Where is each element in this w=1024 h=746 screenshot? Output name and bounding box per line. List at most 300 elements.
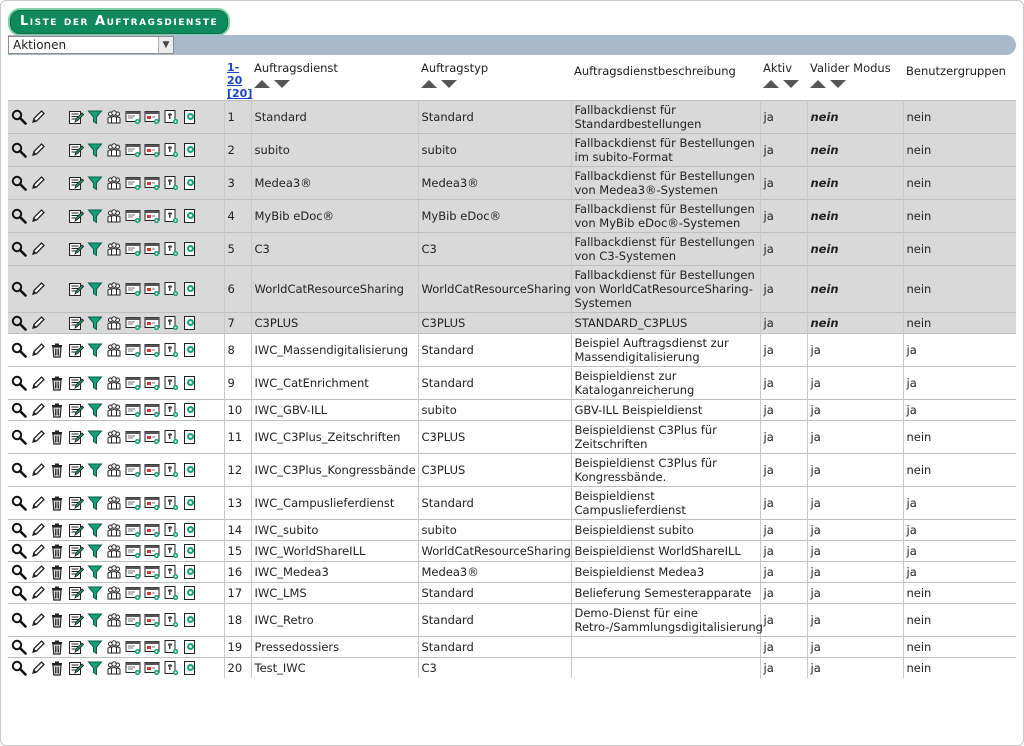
filter-icon[interactable]	[87, 564, 103, 580]
user-groups-value: nein	[903, 421, 1016, 454]
search-icon[interactable]	[11, 402, 27, 418]
edit-form-icon[interactable]	[68, 543, 84, 559]
user-groups-value: nein	[903, 583, 1016, 604]
service-description: Fallbackdienst für Bestellungen von C3-Systemen	[571, 233, 760, 266]
window-settings-icon[interactable]	[125, 402, 141, 418]
valid-mode-value: ja	[807, 520, 903, 541]
sort-desc-icon[interactable]	[274, 80, 290, 88]
row-actions	[8, 134, 224, 167]
search-icon[interactable]	[11, 612, 27, 628]
window-alert-icon[interactable]	[144, 342, 160, 358]
window-settings-icon[interactable]	[125, 375, 141, 391]
service-description: Beispiel Auftragsdienst zur Massendigitalisierung	[571, 334, 760, 367]
copy-settings-icon[interactable]	[163, 543, 179, 559]
user-groups-value: nein	[903, 167, 1016, 200]
window-settings-icon[interactable]	[125, 315, 141, 331]
window-alert-icon[interactable]	[144, 375, 160, 391]
service-type: Standard	[418, 367, 571, 400]
row-number: 13	[224, 487, 251, 520]
search-icon[interactable]	[11, 241, 27, 257]
window-alert-icon[interactable]	[144, 612, 160, 628]
valid-mode-value: ja	[807, 658, 903, 679]
users-icon[interactable]	[106, 543, 122, 559]
header-auftragsdienst-label: Auftragsdienst	[254, 61, 338, 75]
search-icon[interactable]	[11, 543, 27, 559]
copy-settings-icon[interactable]	[163, 175, 179, 191]
actions-select-value: Aktionen	[13, 38, 67, 52]
service-type: Medea3®	[418, 562, 571, 583]
users-icon[interactable]	[106, 612, 122, 628]
row-actions	[8, 583, 224, 604]
row-number: 12	[224, 454, 251, 487]
window-alert-icon[interactable]	[144, 208, 160, 224]
copy-settings-icon[interactable]	[163, 429, 179, 445]
row-actions	[8, 200, 224, 233]
copy-settings-icon[interactable]	[163, 281, 179, 297]
active-value: ja	[760, 637, 807, 658]
valid-mode-value: nein	[807, 167, 903, 200]
trash-icon[interactable]	[49, 495, 65, 511]
service-name: Medea3®	[251, 167, 418, 200]
header-valider-modus	[807, 58, 903, 101]
window-settings-icon[interactable]	[125, 522, 141, 538]
row-number: 20	[224, 658, 251, 679]
filter-icon[interactable]	[87, 375, 103, 391]
edit-form-icon[interactable]	[68, 315, 84, 331]
active-value: ja	[760, 167, 807, 200]
service-description: Beispieldienst C3Plus für Kongressbände.	[571, 454, 760, 487]
copy-settings-icon[interactable]	[163, 109, 179, 125]
actions-select[interactable]	[8, 36, 174, 54]
edit-form-icon[interactable]	[68, 109, 84, 125]
pencil-icon[interactable]	[30, 612, 46, 628]
trash-icon[interactable]	[49, 612, 65, 628]
window-settings-icon[interactable]	[125, 462, 141, 478]
pencil-icon[interactable]	[30, 208, 46, 224]
copy-settings-icon[interactable]	[163, 564, 179, 580]
row-actions	[8, 367, 224, 400]
window-alert-icon[interactable]	[144, 660, 160, 676]
row-actions	[8, 167, 224, 200]
search-icon[interactable]	[11, 208, 27, 224]
valid-mode-value: ja	[807, 487, 903, 520]
export-icon[interactable]	[182, 375, 198, 391]
user-groups-value: nein	[903, 658, 1016, 679]
export-icon[interactable]	[182, 564, 198, 580]
users-icon[interactable]	[106, 564, 122, 580]
window-alert-icon[interactable]	[144, 175, 160, 191]
pencil-icon[interactable]	[30, 462, 46, 478]
copy-settings-icon[interactable]	[163, 241, 179, 257]
user-groups-value: ja	[903, 541, 1016, 562]
edit-form-icon[interactable]	[68, 462, 84, 478]
row-number: 10	[224, 400, 251, 421]
copy-settings-icon[interactable]	[163, 495, 179, 511]
copy-settings-icon[interactable]	[163, 208, 179, 224]
export-icon[interactable]	[182, 142, 198, 158]
filter-icon[interactable]	[87, 315, 103, 331]
service-name: IWC_WorldShareILL	[251, 541, 418, 562]
service-type: MyBib eDoc®	[418, 200, 571, 233]
trash-icon[interactable]	[49, 564, 65, 580]
user-groups-value: nein	[903, 101, 1016, 134]
filter-icon[interactable]	[87, 585, 103, 601]
table-row	[8, 233, 1016, 266]
window-alert-icon[interactable]	[144, 522, 160, 538]
copy-settings-icon[interactable]	[163, 402, 179, 418]
pencil-icon[interactable]	[30, 543, 46, 559]
edit-form-icon[interactable]	[68, 142, 84, 158]
pencil-icon[interactable]	[30, 241, 46, 257]
copy-settings-icon[interactable]	[163, 342, 179, 358]
users-icon[interactable]	[106, 585, 122, 601]
export-icon[interactable]	[182, 402, 198, 418]
service-name: IWC_C3Plus_Kongressbände	[251, 454, 418, 487]
valid-mode-value: nein	[807, 200, 903, 233]
users-icon[interactable]	[106, 342, 122, 358]
filter-icon[interactable]	[87, 429, 103, 445]
active-value: ja	[760, 134, 807, 167]
pager-range-link[interactable]: 1-20	[227, 61, 243, 87]
service-type: C3PLUS	[418, 454, 571, 487]
pencil-icon[interactable]	[30, 522, 46, 538]
export-icon[interactable]	[182, 612, 198, 628]
window-alert-icon[interactable]	[144, 543, 160, 559]
sort-asc-icon[interactable]	[254, 80, 270, 88]
service-type: C3	[418, 658, 571, 679]
window-alert-icon[interactable]	[144, 315, 160, 331]
copy-settings-icon[interactable]	[163, 375, 179, 391]
pager	[224, 58, 251, 101]
filter-icon[interactable]	[87, 543, 103, 559]
row-number: 2	[224, 134, 251, 167]
table-row	[8, 658, 1016, 679]
active-value: ja	[760, 454, 807, 487]
page-title: Liste der Auftragsdienste	[8, 8, 230, 36]
window-settings-icon[interactable]	[125, 585, 141, 601]
table-row	[8, 541, 1016, 562]
services-table	[8, 58, 1016, 678]
users-icon[interactable]	[106, 175, 122, 191]
table-row	[8, 167, 1016, 200]
service-name: IWC_C3Plus_Zeitschriften	[251, 421, 418, 454]
copy-settings-icon[interactable]	[163, 522, 179, 538]
window-settings-icon[interactable]	[125, 109, 141, 125]
window-alert-icon[interactable]	[144, 429, 160, 445]
search-icon[interactable]	[11, 109, 27, 125]
sort-controls	[421, 77, 461, 91]
sort-desc-icon[interactable]	[783, 80, 799, 88]
edit-form-icon[interactable]	[68, 281, 84, 297]
search-icon[interactable]	[11, 495, 27, 511]
filter-icon[interactable]	[87, 660, 103, 676]
edit-form-icon[interactable]	[68, 429, 84, 445]
window-settings-icon[interactable]	[125, 342, 141, 358]
filter-icon[interactable]	[87, 462, 103, 478]
users-icon[interactable]	[106, 402, 122, 418]
export-icon[interactable]	[182, 315, 198, 331]
header-actions	[8, 58, 224, 101]
users-icon[interactable]	[106, 522, 122, 538]
service-description: STANDARD_C3PLUS	[571, 313, 760, 334]
row-actions	[8, 541, 224, 562]
users-icon[interactable]	[106, 208, 122, 224]
pencil-icon[interactable]	[30, 660, 46, 676]
active-value: ja	[760, 541, 807, 562]
filter-icon[interactable]	[87, 175, 103, 191]
row-actions	[8, 637, 224, 658]
pencil-icon[interactable]	[30, 281, 46, 297]
export-icon[interactable]	[182, 495, 198, 511]
edit-form-icon[interactable]	[68, 612, 84, 628]
window-settings-icon[interactable]	[125, 564, 141, 580]
valid-mode-value: ja	[807, 400, 903, 421]
window-alert-icon[interactable]	[144, 109, 160, 125]
row-actions	[8, 658, 224, 679]
user-groups-value: ja	[903, 520, 1016, 541]
pencil-icon[interactable]	[30, 564, 46, 580]
window-alert-icon[interactable]	[144, 462, 160, 478]
users-icon[interactable]	[106, 639, 122, 655]
row-actions	[8, 604, 224, 637]
pencil-icon[interactable]	[30, 142, 46, 158]
trash-icon[interactable]	[49, 429, 65, 445]
filter-icon[interactable]	[87, 109, 103, 125]
sort-desc-icon[interactable]	[830, 80, 846, 88]
filter-icon[interactable]	[87, 612, 103, 628]
window-settings-icon[interactable]	[125, 639, 141, 655]
row-number: 6	[224, 266, 251, 313]
window-alert-icon[interactable]	[144, 495, 160, 511]
export-icon[interactable]	[182, 462, 198, 478]
edit-form-icon[interactable]	[68, 522, 84, 538]
search-icon[interactable]	[11, 564, 27, 580]
search-icon[interactable]	[11, 142, 27, 158]
pencil-icon[interactable]	[30, 109, 46, 125]
search-icon[interactable]	[11, 585, 27, 601]
copy-settings-icon[interactable]	[163, 315, 179, 331]
service-type: subito	[418, 400, 571, 421]
edit-form-icon[interactable]	[68, 564, 84, 580]
search-icon[interactable]	[11, 175, 27, 191]
users-icon[interactable]	[106, 241, 122, 257]
users-icon[interactable]	[106, 142, 122, 158]
window-alert-icon[interactable]	[144, 402, 160, 418]
window-settings-icon[interactable]	[125, 208, 141, 224]
window-alert-icon[interactable]	[144, 241, 160, 257]
export-icon[interactable]	[182, 660, 198, 676]
copy-settings-icon[interactable]	[163, 639, 179, 655]
filter-icon[interactable]	[87, 208, 103, 224]
filter-icon[interactable]	[87, 495, 103, 511]
search-icon[interactable]	[11, 315, 27, 331]
copy-settings-icon[interactable]	[163, 660, 179, 676]
edit-form-icon[interactable]	[68, 208, 84, 224]
window-settings-icon[interactable]	[125, 142, 141, 158]
pencil-icon[interactable]	[30, 315, 46, 331]
header-aktiv	[760, 58, 807, 101]
sort-asc-icon[interactable]	[810, 80, 826, 88]
users-icon[interactable]	[106, 660, 122, 676]
pencil-icon[interactable]	[30, 639, 46, 655]
valid-mode-value: nein	[807, 233, 903, 266]
filter-icon[interactable]	[87, 142, 103, 158]
export-icon[interactable]	[182, 109, 198, 125]
trash-icon[interactable]	[49, 585, 65, 601]
search-icon[interactable]	[11, 429, 27, 445]
pager-size-link[interactable]: [20]	[227, 87, 253, 100]
edit-form-icon[interactable]	[68, 660, 84, 676]
service-name: Standard	[251, 101, 418, 134]
service-name: IWC_Massendigitalisierung	[251, 334, 418, 367]
service-name: IWC_subito	[251, 520, 418, 541]
header-beschreibung-label: Auftragsdienstbeschreibung	[574, 64, 736, 78]
search-icon[interactable]	[11, 342, 27, 358]
window-settings-icon[interactable]	[125, 612, 141, 628]
pencil-icon[interactable]	[30, 402, 46, 418]
filter-icon[interactable]	[87, 522, 103, 538]
window-settings-icon[interactable]	[125, 495, 141, 511]
users-icon[interactable]	[106, 315, 122, 331]
filter-icon[interactable]	[87, 241, 103, 257]
service-description: Beispieldienst C3Plus für Zeitschriften	[571, 421, 760, 454]
copy-settings-icon[interactable]	[163, 612, 179, 628]
window-settings-icon[interactable]	[125, 281, 141, 297]
users-icon[interactable]	[106, 462, 122, 478]
service-type: Standard	[418, 101, 571, 134]
filter-icon[interactable]	[87, 402, 103, 418]
row-actions	[8, 334, 224, 367]
search-icon[interactable]	[11, 660, 27, 676]
window-settings-icon[interactable]	[125, 429, 141, 445]
copy-settings-icon[interactable]	[163, 462, 179, 478]
users-icon[interactable]	[106, 281, 122, 297]
export-icon[interactable]	[182, 522, 198, 538]
header-auftragstyp	[418, 58, 571, 101]
pencil-icon[interactable]	[30, 342, 46, 358]
window-alert-icon[interactable]	[144, 564, 160, 580]
search-icon[interactable]	[11, 375, 27, 391]
window-alert-icon[interactable]	[144, 281, 160, 297]
table-row	[8, 367, 1016, 400]
window-alert-icon[interactable]	[144, 639, 160, 655]
edit-form-icon[interactable]	[68, 585, 84, 601]
copy-settings-icon[interactable]	[163, 142, 179, 158]
trash-icon[interactable]	[49, 375, 65, 391]
edit-form-icon[interactable]	[68, 402, 84, 418]
sort-desc-icon[interactable]	[441, 80, 457, 88]
filter-icon[interactable]	[87, 342, 103, 358]
filter-icon[interactable]	[87, 639, 103, 655]
user-groups-value: nein	[903, 313, 1016, 334]
sort-asc-icon[interactable]	[421, 80, 437, 88]
edit-form-icon[interactable]	[68, 342, 84, 358]
export-icon[interactable]	[182, 429, 198, 445]
valid-mode-value: nein	[807, 313, 903, 334]
service-description: Fallbackdienst für Standardbestellungen	[571, 101, 760, 134]
search-icon[interactable]	[11, 522, 27, 538]
header-row	[8, 58, 1016, 101]
service-description: Demo-Dienst für eine Retro-/Sammlungsdigitalisierung	[571, 604, 760, 637]
search-icon[interactable]	[11, 639, 27, 655]
pencil-icon[interactable]	[30, 585, 46, 601]
search-icon[interactable]	[11, 462, 27, 478]
users-icon[interactable]	[106, 495, 122, 511]
user-groups-value: ja	[903, 334, 1016, 367]
valid-mode-value: nein	[807, 101, 903, 134]
search-icon[interactable]	[11, 281, 27, 297]
service-name: IWC_Retro	[251, 604, 418, 637]
export-icon[interactable]	[182, 543, 198, 559]
trash-icon[interactable]	[49, 543, 65, 559]
service-type: C3PLUS	[418, 421, 571, 454]
edit-form-icon[interactable]	[68, 639, 84, 655]
export-icon[interactable]	[182, 208, 198, 224]
users-icon[interactable]	[106, 375, 122, 391]
row-actions	[8, 266, 224, 313]
active-value: ja	[760, 583, 807, 604]
users-icon[interactable]	[106, 429, 122, 445]
edit-form-icon[interactable]	[68, 375, 84, 391]
export-icon[interactable]	[182, 585, 198, 601]
service-description: GBV-ILL Beispieldienst	[571, 400, 760, 421]
copy-settings-icon[interactable]	[163, 585, 179, 601]
filter-icon[interactable]	[87, 281, 103, 297]
pencil-icon[interactable]	[30, 375, 46, 391]
trash-icon[interactable]	[49, 522, 65, 538]
sort-asc-icon[interactable]	[763, 80, 779, 88]
active-value: ja	[760, 604, 807, 637]
export-icon[interactable]	[182, 342, 198, 358]
window-settings-icon[interactable]	[125, 175, 141, 191]
service-name: C3	[251, 233, 418, 266]
window-alert-icon[interactable]	[144, 585, 160, 601]
trash-icon[interactable]	[49, 402, 65, 418]
edit-form-icon[interactable]	[68, 175, 84, 191]
row-actions	[8, 421, 224, 454]
row-actions	[8, 313, 224, 334]
window-alert-icon[interactable]	[144, 142, 160, 158]
window-settings-icon[interactable]	[125, 543, 141, 559]
table-row	[8, 583, 1016, 604]
export-icon[interactable]	[182, 281, 198, 297]
trash-icon[interactable]	[49, 660, 65, 676]
users-icon[interactable]	[106, 109, 122, 125]
header-beschreibung	[571, 58, 760, 101]
user-groups-value: nein	[903, 134, 1016, 167]
export-icon[interactable]	[182, 241, 198, 257]
user-groups-value: ja	[903, 562, 1016, 583]
window-settings-icon[interactable]	[125, 660, 141, 676]
trash-icon[interactable]	[49, 639, 65, 655]
table-row	[8, 200, 1016, 233]
active-value: ja	[760, 334, 807, 367]
edit-form-icon[interactable]	[68, 495, 84, 511]
edit-form-icon[interactable]	[68, 241, 84, 257]
export-icon[interactable]	[182, 639, 198, 655]
pencil-icon[interactable]	[30, 495, 46, 511]
chevron-down-icon[interactable]: ▼	[158, 37, 173, 53]
service-name: Test_IWC	[251, 658, 418, 679]
window-settings-icon[interactable]	[125, 241, 141, 257]
pencil-icon[interactable]	[30, 429, 46, 445]
trash-icon[interactable]	[49, 342, 65, 358]
service-name: IWC_CatEnrichment	[251, 367, 418, 400]
service-name: WorldCatResourceSharing	[251, 266, 418, 313]
export-icon[interactable]	[182, 175, 198, 191]
pencil-icon[interactable]	[30, 175, 46, 191]
trash-icon[interactable]	[49, 462, 65, 478]
